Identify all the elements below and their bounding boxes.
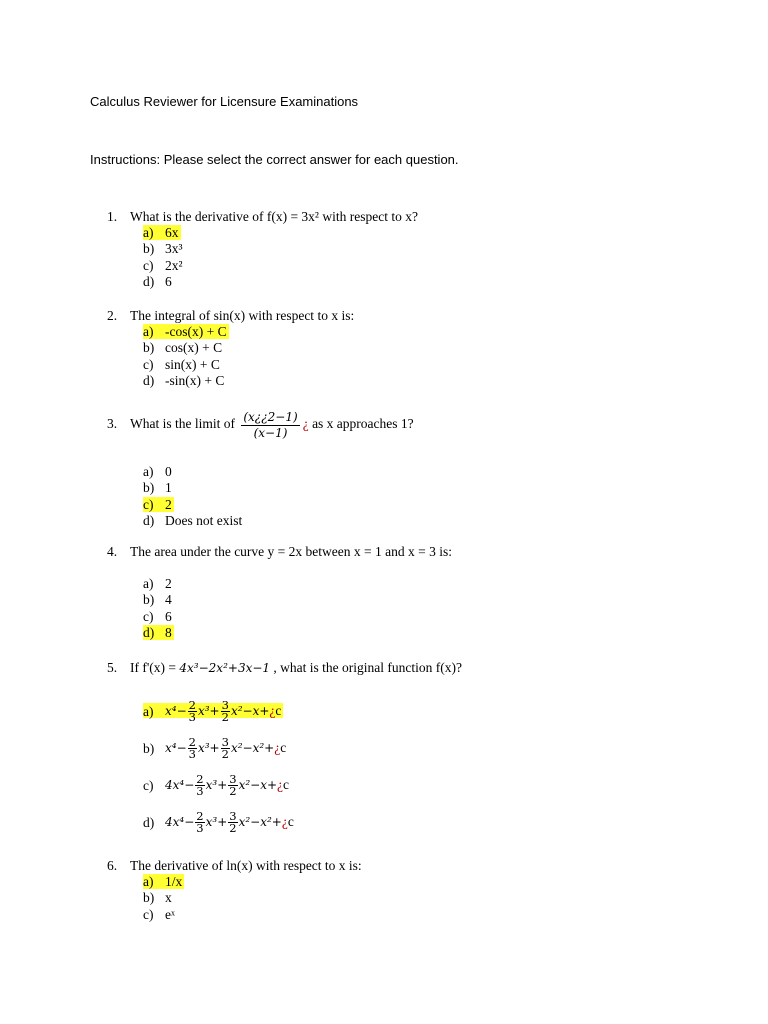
- option-label: a): [143, 704, 154, 720]
- option-text: 6: [165, 273, 172, 289]
- option-list: [143, 464, 242, 529]
- question-number: 2.: [107, 308, 118, 323]
- option-label: b): [143, 241, 155, 257]
- option-a[interactable]: [143, 576, 174, 592]
- option-label: c): [143, 778, 154, 794]
- constant-c: c: [287, 814, 294, 829]
- option-text: 2x²: [165, 257, 183, 273]
- question-number: 4.: [107, 544, 118, 559]
- option-b[interactable]: [143, 241, 183, 257]
- option-b[interactable]: [143, 890, 184, 906]
- option-label: a): [143, 464, 154, 479]
- option-label: c): [143, 906, 154, 922]
- fraction-two-thirds: $\frac{2}{3}$: [188, 735, 196, 762]
- question-text: What is the derivative of f(x) = 3x² with respect to x?: [130, 209, 418, 224]
- option-text: 0: [165, 464, 172, 479]
- option-label: d): [143, 815, 155, 831]
- option-label: b): [143, 340, 155, 356]
- option-list: [143, 576, 174, 641]
- option-text: 1/x: [165, 874, 183, 889]
- question-text: If f'(x) =: [130, 660, 177, 675]
- option-b[interactable]: [143, 480, 242, 496]
- option-label: a): [143, 874, 154, 889]
- fraction-denominator: (x−1): [253, 425, 288, 440]
- option-list: [143, 324, 229, 389]
- option-text: -cos(x) + C: [165, 324, 227, 339]
- option-list: [143, 692, 294, 840]
- invalid-character: ¿: [269, 703, 276, 718]
- option-label: d): [143, 512, 155, 528]
- option-a[interactable]: a) x⁴− $\frac{2}{3}$ x³+ $\frac{3}{2}$ x²−x+¿c: [143, 692, 294, 729]
- question-6: [107, 857, 362, 923]
- option-text: -sin(x) + C: [165, 372, 225, 388]
- option-c[interactable]: [143, 907, 184, 923]
- question-1: [107, 208, 418, 290]
- term-lead: 4x⁴: [165, 778, 185, 792]
- fraction-two-thirds: $\frac{2}{3}$: [188, 698, 196, 725]
- option-text: Does not exist: [165, 512, 243, 528]
- question-expression: 4x³−2x²+3x−1: [179, 661, 271, 675]
- fraction-numerator: (x¿¿2−1): [243, 409, 298, 424]
- option-b[interactable]: b) x⁴− $\frac{2}{3}$ x³+ $\frac{3}{2}$ x²−x²+¿c: [143, 729, 294, 766]
- option-label: c): [143, 257, 154, 273]
- option-label: b): [143, 890, 155, 906]
- question-text: The derivative of ln(x) with respect to x is:: [130, 858, 362, 873]
- option-label: c): [143, 608, 154, 624]
- option-label: b): [143, 592, 155, 608]
- fraction-three-halves: $\frac{3}{2}$: [221, 698, 229, 725]
- option-a[interactable]: [143, 464, 242, 480]
- option-d[interactable]: [143, 513, 242, 529]
- term-lead: x⁴: [165, 704, 177, 718]
- fraction-two-thirds: $\frac{2}{3}$: [196, 809, 204, 836]
- option-text: 3x³: [165, 241, 183, 257]
- option-text: 4: [165, 592, 172, 608]
- option-a[interactable]: [143, 874, 184, 890]
- option-label: c): [143, 356, 154, 372]
- fraction-three-halves: $\frac{3}{2}$: [229, 772, 237, 799]
- question-number: 6.: [107, 858, 118, 873]
- invalid-character: ¿: [302, 416, 309, 431]
- option-b[interactable]: [143, 592, 174, 608]
- question-number: 1.: [107, 209, 118, 224]
- constant-c: c: [275, 703, 282, 718]
- option-label: d): [143, 372, 155, 388]
- option-list: [143, 874, 184, 923]
- option-text: 1: [165, 480, 172, 496]
- constant-c: c: [280, 740, 287, 755]
- option-label: b): [143, 741, 155, 757]
- question-text: The area under the curve y = 2x between x = 1 and x = 3 is:: [130, 544, 452, 559]
- limit-fraction: [241, 410, 299, 440]
- option-text: 6x: [165, 225, 179, 240]
- option-d[interactable]: [143, 625, 174, 641]
- option-a[interactable]: [143, 324, 229, 340]
- option-text: 2: [165, 576, 172, 591]
- question-text-end: as x approaches 1?: [312, 416, 414, 431]
- document-title: Calculus Reviewer for Licensure Examinations: [90, 94, 359, 109]
- option-label: b): [143, 480, 155, 496]
- instructions-text: Instructions: Please select the correct answer for each question.: [90, 152, 459, 167]
- option-text: eˣ: [165, 906, 175, 922]
- option-c[interactable]: c) 4x⁴− $\frac{2}{3}$ x³+ $\frac{3}{2}$ x²−x+¿c: [143, 766, 294, 803]
- question-number: 3.: [107, 416, 118, 431]
- question-number: 5.: [107, 660, 118, 675]
- question-3: [107, 404, 414, 529]
- question-text-end: , what is the original function f(x)?: [273, 660, 462, 675]
- option-label: a): [143, 225, 154, 240]
- question-text: What is the limit of: [130, 416, 235, 431]
- term-lead: 4x⁴: [165, 815, 185, 829]
- option-label: a): [143, 576, 154, 591]
- option-b[interactable]: [143, 340, 229, 356]
- option-d[interactable]: [143, 373, 229, 389]
- option-text: cos(x) + C: [165, 340, 223, 356]
- question-5: [107, 659, 462, 840]
- question-4: [107, 543, 452, 641]
- fraction-two-thirds: $\frac{2}{3}$: [196, 772, 204, 799]
- option-c[interactable]: [143, 258, 183, 274]
- option-text: 6: [165, 608, 172, 624]
- invalid-character: ¿: [274, 740, 281, 755]
- invalid-character: ¿: [281, 814, 288, 829]
- option-c[interactable]: [143, 357, 229, 373]
- invalid-character: ¿: [277, 777, 284, 792]
- fraction-three-halves: $\frac{3}{2}$: [221, 735, 229, 762]
- option-label: a): [143, 324, 154, 339]
- fraction-three-halves: $\frac{3}{2}$: [229, 809, 237, 836]
- option-d[interactable]: d) 4x⁴− $\frac{2}{3}$ x³+ $\frac{3}{2}$ x²−x²+¿c: [143, 803, 294, 840]
- option-c[interactable]: [143, 497, 242, 513]
- question-text: The integral of sin(x) with respect to x is:: [130, 308, 355, 323]
- option-a[interactable]: [143, 225, 183, 241]
- option-label: c): [143, 496, 154, 512]
- constant-c: c: [283, 777, 290, 792]
- option-text: sin(x) + C: [165, 356, 220, 372]
- option-text: 8: [165, 624, 172, 640]
- option-d[interactable]: [143, 274, 183, 290]
- option-label: d): [143, 273, 155, 289]
- option-text: x: [165, 890, 172, 906]
- option-text: 2: [165, 496, 172, 512]
- term-lead: x⁴: [165, 741, 177, 755]
- option-c[interactable]: [143, 609, 174, 625]
- question-2: [107, 307, 355, 389]
- option-label: d): [143, 624, 155, 640]
- option-list: [143, 225, 183, 290]
